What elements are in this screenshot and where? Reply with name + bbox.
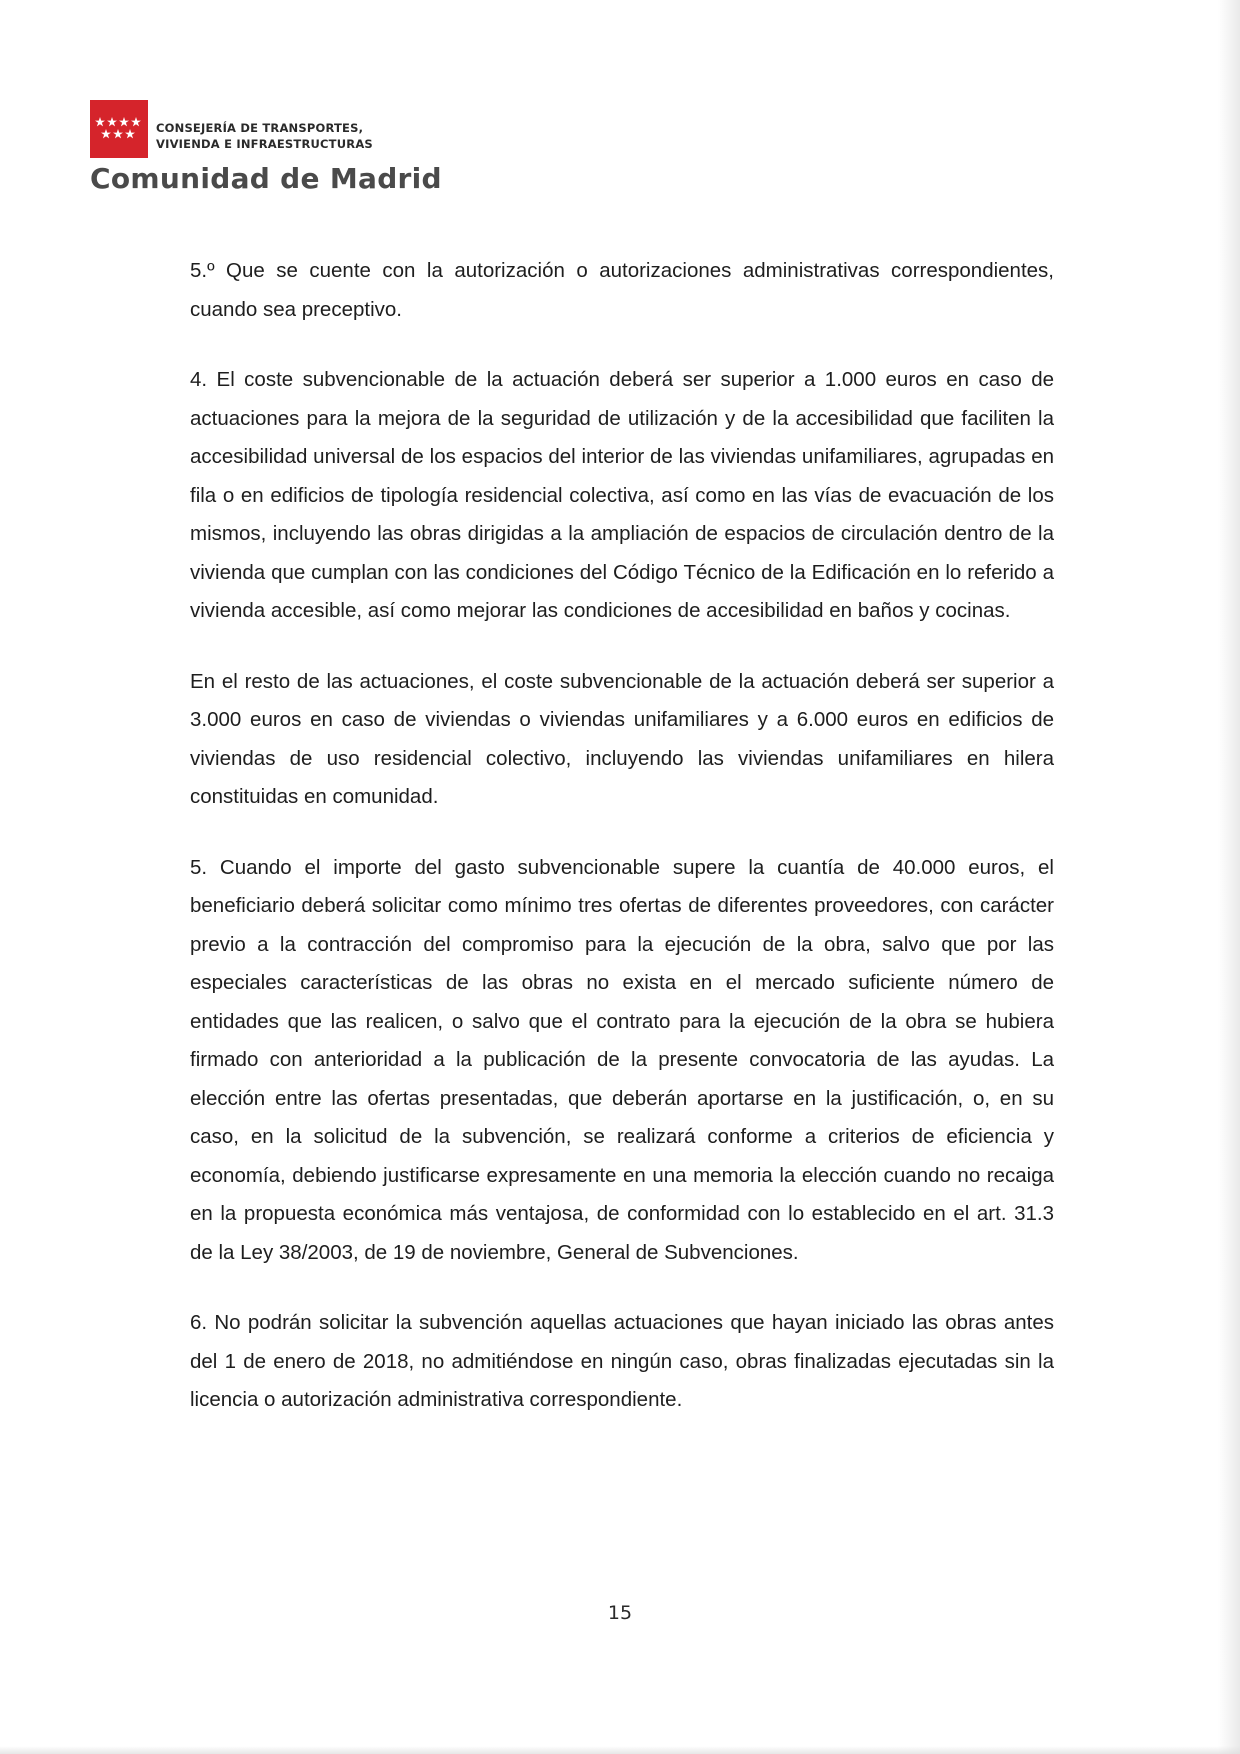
scan-bottom-shadow [0, 1746, 1240, 1754]
page-number: 15 [607, 1602, 633, 1624]
paragraph-section-6: 6. No podrán solicitar la subvención aquellas actuaciones que hayan iniciado las obras antes del 1 de enero de 2018, no admitiéndose en ningún caso, obras finalizadas ejecutadas sin la licencia o autorización administrativa correspondiente. [190, 1311, 1054, 1411]
paragraph-section-4: 4. El coste subvencionable de la actuación deberá ser superior a 1.000 euros en caso de actuaciones para la mejora de la seguridad de utilización y de la accesibilidad que faciliten la accesibilidad universal de los espacios del interior de las viviendas unifamiliares, agrupadas en fila o en edificios de tipología residencial colectiva, así como en las vías de evacuación de los mismos, incluyendo las obras dirigidas a la ampliación de espacios de circulación dentro de la vivienda que cumplan con las condiciones del Código Técnico de la Edificación en lo referido a vivienda accesible, así como mejorar las condiciones de accesibilidad en baños y cocinas. [190, 368, 1054, 622]
paragraph-section-5: 5. Cuando el importe del gasto subvencionable supere la cuantía de 40.000 euros, el beneficiario deberá solicitar como mínimo tres ofertas de diferentes proveedores, con carácter previo a la contracción del compromiso para la ejecución de la obra, salvo que por las especiales características de las obras no exista en el mercado suficiente número de entidades que las realicen, o salvo que el contrato para la ejecución de la obra se hubiera firmado con anterioridad a la publicación de la presente convocatoria de las ayudas. La elección entre las ofertas presentadas, que deberán aportarse en la justificación, o, en su caso, en la solicitud de la subvención, se realizará conforme a criterios de eficiencia y economía, debiendo justificarse expresamente en una memoria la elección cuando no recaiga en la propuesta económica más ventajosa, de conformidad con lo establecido en el art. 31.3 de la Ley 38/2003, de 19 de noviembre, General de Subvenciones. [190, 855, 1054, 1264]
seven-stars-flag-icon [90, 100, 148, 158]
letterhead [90, 100, 490, 200]
paragraph-condition-5: 5.º Que se cuente con la autorización o autorizaciones administrativas correspondientes, cuando sea preceptivo. [190, 259, 1054, 321]
region-name: Comunidad de Madrid [90, 162, 442, 195]
document-body [190, 252, 1054, 1452]
consejeria-name [156, 120, 373, 152]
scan-edge-shadow [1218, 0, 1240, 1754]
consejeria-line-1: CONSEJERÍA DE TRANSPORTES, [156, 121, 364, 135]
consejeria-line-2: VIVIENDA E INFRAESTRUCTURAS [156, 137, 373, 151]
paragraph-section-4-rest: En el resto de las actuaciones, el coste subvencionable de la actuación deberá ser superior a 3.000 euros en caso de viviendas o viviendas unifamiliares y a 6.000 euros en edificios de viviendas de uso residencial colectivo, incluyendo las viviendas unifamiliares en hilera constituidas en comunidad. [190, 669, 1054, 808]
